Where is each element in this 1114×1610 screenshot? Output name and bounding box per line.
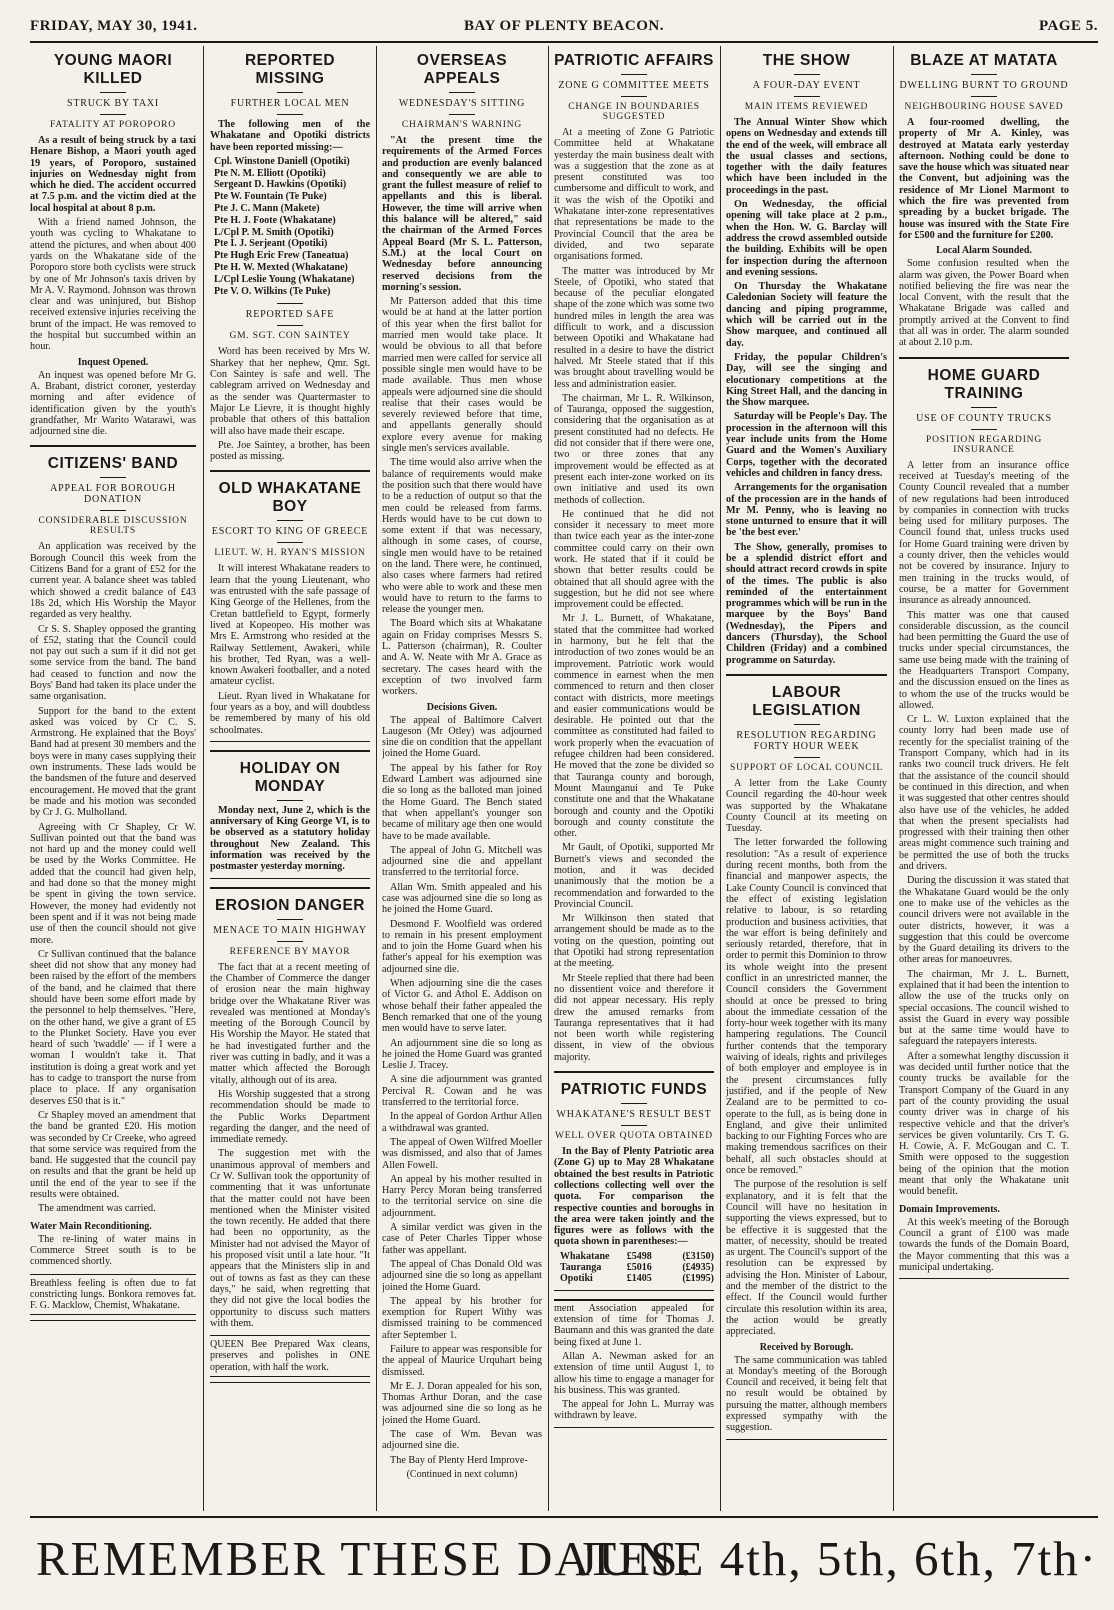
subheading: FURTHER LOCAL MEN: [230, 98, 350, 109]
list-item: Pte H. W. Mexted (Whakatane): [214, 262, 348, 274]
headline: PATRIOTIC AFFAIRS: [554, 52, 714, 69]
list-item: L/Cpl Leslie Young (Whakatane): [214, 273, 355, 285]
subheading: CONSIDERABLE DISCUSSION RESULTS: [38, 516, 188, 537]
advertisement: QUEEN Bee Prepared Wax cleans, preserves and polishes in ONE operation, with half the work.: [210, 1335, 370, 1377]
subheading: RESOLUTION REGARDING FORTY HOUR WEEK: [736, 729, 877, 752]
list-item: L/Cpl P. M. Smith (Opotiki): [214, 226, 334, 238]
paragraph: When adjourning sine die the cases of Victor G. and Athol E. Addison on whose behalf their father appealed the Bench remarked that one of the young men would have to serve later.: [382, 978, 542, 1035]
article-blaze-at-matata: [899, 52, 1069, 349]
lead-paragraph: "At the present time the requirements of the Armed Forces and production are evenly balanced and consequently we are able to grant the fullest measure of relief to appellants and this is liberal. However, the time will arrive when this balance will be altered," said the chairman of the Armed Forces Appeal Board (Mr S. L. Patterson, S.M.) at the local Court on Wednesday before announcing reserved decisions from the morning's session.: [382, 135, 542, 293]
divider: [100, 114, 126, 115]
paragraph: On Thursday the Whakatane Caledonian Society will feature the dancing and piping programme, which will be carried out in the Show marquee, and continued all day.: [726, 281, 887, 349]
paragraph: The appeal of Owen Wilfred Moeller was dismissed, and also that of James Allen Fowell.: [382, 1136, 542, 1171]
subheading: GM. SGT. CON SAINTEY: [229, 331, 351, 342]
lead-paragraph: In the Bay of Plenty Patriotic area (Zone G) up to May 28 Whakatane obtained the best results in Patriotic collections collecting well over the quota. For comparison the respective counties and boroughs in the area were taken jointly and the figures were as follows with the quota shown in parentheses:—: [554, 1146, 714, 1248]
article-home-guard-training: [899, 357, 1069, 1279]
side-heading: Local Alarm Sounded.: [936, 245, 1032, 257]
subheading: ESCORT TO KING OF GREECE: [211, 526, 369, 538]
side-heading: Water Main Reconditioning.: [30, 1220, 152, 1232]
headline: CITIZENS' BAND: [47, 455, 179, 473]
subheading: SUPPORT OF LOCAL COUNCIL: [730, 762, 883, 773]
paragraph: On Wednesday, the official opening will take place at 2 p.m., when the Hon. W. G. Barclay will address the crowd assembled outside the building. Exhibits will be open for inspection during the afternoon and evening sessions.: [726, 199, 887, 278]
banner-rule: [30, 1516, 1098, 1518]
subheading: A FOUR-DAY EVENT: [752, 80, 861, 91]
paragraph: An adjournment sine die so long as he joined the Home Guard was granted Leslie J. Tracey.: [382, 1037, 542, 1072]
subheading: POSITION REGARDING INSURANCE: [926, 434, 1042, 455]
list-item: Pte W. Fountain (Te Puke): [214, 191, 327, 203]
divider: [277, 325, 303, 326]
headline: PATRIOTIC FUNDS: [560, 1081, 708, 1099]
continued-note: (Continued in next column): [406, 1468, 518, 1480]
subheading: LIEUT. W. H. RYAN'S MISSION: [214, 548, 366, 559]
lead-paragraph: A four-roomed dwelling, the property of Mr A. Kinley, was destroyed at Matata early yesterday afternoon. Nothing could be done to save the house which was situated near the Convent, but adjoining was the residence of Mr Lionel Marmont to which the fire was prevented from spreading by a bucket brigade. The house was insured with the State Fire for £500 and the furniture for £200.: [899, 117, 1069, 241]
paragraph: An appeal by his mother resulted in Harry Percy Moran being transferred to the territorial service on sine die adjournment.: [382, 1173, 542, 1219]
paragraph: Mr Steele replied that there had been no dissentient voice and therefore it did not appear necessary. His reply drew the amused remarks from Tauranga representatives that it had not been worth while registering dissent, in view of the obvious majority.: [554, 972, 714, 1063]
banner-left: REMEMBER THESE DATES.: [36, 1531, 694, 1586]
paragraph: Agreeing with Cr Shapley, Cr W. Sullivan pointed out that the band was not hard up and the money could well be used by the Works Committee. He added that the council had given help, and had done so that the money might be spent in giving the town service. However, the money had evidently not been spent and if it was not being made use of then the council should not give more.: [30, 821, 196, 946]
subheading: REFERENCE BY MAYOR: [229, 946, 351, 957]
paragraph: The Board which sits at Whakatane again on Friday comprises Messrs S. L. Patterson (chairman), R. Coulter and A. W. Neate with Mr A. Grace as secretary. The cases heard with the exception of two involved farm workers.: [382, 618, 542, 698]
column-1: [30, 46, 196, 1511]
list-item: Pte I. J. Serjeant (Opotiki): [214, 238, 328, 250]
paragraph: Cr Shapley moved an amendment that the band be granted £20. His motion was seconded by Cr Creeke, who agreed that some service was required from the band. He suggested that the council pay on results and that the grant be held up until the end of the year to see if the results were obtained.: [30, 1109, 196, 1201]
headline: LABOUR LEGISLATION: [752, 683, 861, 719]
subheading: APPEAL FOR BOROUGH DONATION: [50, 483, 176, 506]
banner-right: JUNE 4th, 5th, 6th, 7th·: [577, 1531, 1098, 1586]
page-number: PAGE 5.: [1038, 18, 1098, 34]
paragraph: In the appeal of Gordon Arthur Allen a withdrawal was granted.: [382, 1111, 542, 1134]
article-old-whakatane-boy: [210, 470, 370, 741]
paragraph: Arrangements for the organisation of the procession are in the hands of Mr M. Penny, who is leaving no stone unturned to ensure that it will be 'the best ever.': [726, 482, 887, 539]
paragraph: The letter forwarded the following resolution: "As a result of experience during recent months, both from the financial and manpower aspects, the Lake County Council is convinced that the effect of existing legislation relative to labour, is so retarding production and business activities, that the war effort is being definitely and seriously retarded, therefore, that in order to permit this Dominion to throw its whole weight into the present conflict in an unrestricted manner, the Council considers the Government should at once be pressed to bring about the immediate cessation of the forty-hour week together with its many hampering regulations. The Council further contends that the temporary waiving of ideals, rights and privileges of both employer and employee is in the present circumstances fully justified, and if the people of New Zealand are to be permitted to co-operate to the full, as is being done in England, and give their unlimited backing to our Fighting Forces who are making tremendous sacrifices on their behalf, all such obstacles should at once be removed.": [726, 837, 887, 1177]
column-2: [210, 46, 370, 1511]
column-4: [554, 46, 714, 1511]
list-item: Pte N. M. Elliott (Opotiki): [214, 167, 326, 179]
paragraph: Word has been received by Mrs W. Sharkey that her nephew, Qmr. Sgt. Con Saintey is safe and well. The cablegram arrived on Wednesday and as the sender was Quartermaster to Major Le Lievre, it is thought highly probable that others of this battalion will also have made their escape.: [210, 346, 370, 437]
subheading: MAIN ITEMS REVIEWED: [744, 102, 869, 112]
article-labour-legislation: [726, 674, 887, 1440]
table-row: [560, 1273, 714, 1284]
paragraph: The chairman, Mr L. R. Wilkinson, of Tauranga, opposed the suggestion, considering that the organisation as at present constituted had no defects. He did not consider that if there were one, two or three zones that any improvement would be effected as at present each inter-zone worked on its own initiative and used its own methods of collection.: [554, 392, 714, 506]
paragraph: The appeal of John G. Mitchell was adjourned sine die and appellant transferred to the territorial force.: [382, 844, 542, 879]
paragraph: The re-lining of water mains in Commerce Street south is to be commenced shortly.: [30, 1233, 196, 1268]
paragraph: A letter from the Lake County Council regarding the 40-hour week was supported by the Whakatane County Council at its meeting on Tuesday.: [726, 777, 887, 835]
divider: [100, 510, 126, 511]
divider: [277, 114, 303, 115]
paragraph: A sine die adjournment was granted Percival R. Cowan and he was transferred to the territorial force.: [382, 1074, 542, 1109]
paragraph: An application was received by the Borough Council this week from the Citizens Band for a grant of £52 for the current year. A balance sheet was tabled which showed a credit balance of £43 18s 2d, which His Worship the Mayor regarded as very healthy.: [30, 541, 196, 621]
masthead: [30, 18, 1098, 40]
paragraph: Mr E. J. Doran appealed for his son, Thomas Arthur Doran, and the case was adjourned sine die so long as he joined the Home Guard.: [382, 1380, 542, 1426]
lead-paragraph: The following men of the Whakatane and Opotiki districts have been reported missing:—: [210, 119, 370, 153]
paragraph: Cr S. S. Shapley opposed the granting of £52, stating that the Council could not pay out such a sum if it did not get some service from the band. The band had ceased to function and now the Boys' Band had taken its place under the same organisation.: [30, 623, 196, 703]
side-heading: Inquest Opened.: [77, 356, 149, 368]
article-citizens-band: [30, 445, 196, 1321]
subheading: FATALITY AT POROPORO: [50, 120, 176, 130]
subheading: WELL OVER QUOTA OBTAINED: [555, 1131, 713, 1142]
subheading: WEDNESDAY'S SITTING: [398, 98, 526, 109]
paragraph: His Worship suggested that a strong recommendation should be made to the Public Works Department regarding the danger, and the need of immediate remedy.: [210, 1088, 370, 1146]
divider: [277, 919, 303, 920]
divider: [277, 92, 303, 93]
divider: [277, 800, 303, 801]
list-item: Pte J. C. Mann (Makete): [214, 203, 320, 215]
area-name: Whakatane: [560, 1250, 610, 1262]
divider: [971, 429, 997, 430]
paragraph: The appeal of Baltimore Calvert Laugeson (Mr Otley) was adjourned sine die on condition that the appellant joined the Home Guard.: [382, 714, 542, 760]
list-item: Pte V. O. Wilkins (Te Puke): [214, 285, 331, 297]
column-rule: [376, 46, 377, 1511]
masthead-rule: [30, 41, 1098, 43]
area-name: Tauranga: [560, 1261, 602, 1273]
paragraph: A similar verdict was given in the case of Peter Charles Tipper whose father was appellant.: [382, 1222, 542, 1256]
article-erosion-danger: [210, 887, 370, 1383]
paragraph: The appeal by his brother for exemption for Rupert Withy was dismissed training to be commenced after September 1.: [382, 1295, 542, 1341]
paragraph: The purpose of the resolution is self explanatory, and it is felt that the Council will have no hesitation in supporting the views expressed, but to be effective it is suggested that the matter, of necessity, should be treated as urgent. The Council's support of the resolution can be expressed by advising the Hon. Minister of Labour, and the member of the district to the effect. If the Council would further circulate this resolution within its area, the action would be greatly appreciated.: [726, 1179, 887, 1338]
subheading: REPORTED SAFE: [245, 309, 335, 321]
paragraph: During the discussion it was stated that the Whakatane Guard would be the only one to make use of the vehicles as the council drivers were not available in the outer districts, however, it was a suggestion that this could be overcome by the Guard detailing its drivers to the other areas for manoeuvres.: [899, 875, 1069, 966]
paragraph: Some confusion resulted when the alarm was given, the Power Board when notified believing the fire was near the local Convent, with the result that the Whakatane Brigade was called and promptly arrived at the Convent to find that all was in order. The alarm sounded at about 2.10 p.m.: [899, 258, 1069, 349]
amount: £5498: [626, 1250, 652, 1262]
paragraph: Cr L. W. Luxton explained that the county lorry had been made use of recently for the specialist training of the Transport Company, which had in its ranks two council truck drivers. He felt that the assistance of the council should be continued in this direction, and when it was suggested that other centres should also have use of the vehicles, he added that when the present specialists had progressed with their training then other areas might commence such training and be permitted the use of both the trucks and drivers.: [899, 714, 1069, 873]
paragraph: The matter was introduced by Mr Steele, of Opotiki, who stated that because of the peculiar elongated shape of the zone which was some two hundred miles in length the area was difficult to work, and a discussion between Opotiki and Whakatane had resulted in a desire to have the district halved. Mr Steele stated that if this was brought about travelling would be less and administration easier.: [554, 265, 714, 390]
divider: [971, 96, 997, 97]
paragraph: Failure to appear was responsible for the appeal of Maurice Urquhart being dismissed.: [382, 1343, 542, 1378]
divider: [794, 74, 820, 75]
article-patriotic-funds: [554, 1071, 714, 1291]
quota-table: [560, 1251, 714, 1284]
subheading: ZONE G COMMITTEE MEETS: [558, 80, 710, 91]
paragraph: The chairman, Mr J. L. Burnett, explained that it had been the intention to allow the use of the trucks only on special occasions. The council wished to assist the Guard in every way possible but at the same time would have to safeguard the ratepayers interests.: [899, 968, 1069, 1048]
column-rule: [720, 46, 721, 1511]
column-rule: [548, 46, 549, 1511]
issue-date: FRIDAY, MAY 30, 1941.: [30, 18, 198, 34]
list-item: Pte H. J. Foote (Whakatane): [214, 214, 336, 226]
table-row: [560, 1262, 714, 1273]
divider: [621, 96, 647, 97]
quota: (£4935): [682, 1261, 714, 1273]
divider: [449, 114, 475, 115]
paragraph: After a somewhat lengthy discussion it was decided until further notice that the county trucks be available for the Transport Company of the Guard in any part of the county providing the usual county driver was in charge of his respective vehicle and that the driver's services be given voluntarily. Crs T. G. H. Cowie, A. F. McGougan and C. T. Smith were opposed to the suggestion being of the opinion that the motion meant that only the Whakatane unit would benefit.: [899, 1050, 1069, 1198]
paragraph: He continued that he did not consider it necessary to meet more than twice each year as the inter-zone committee could carry on their own work. He stated that if it could be shown that better results could be obtained that all should agree with the suggestion, but he did not see where improvement could be effected.: [554, 508, 714, 611]
list-item: Cpl. Winstone Daniell (Opotiki): [214, 155, 350, 167]
area-name: Opotiki: [560, 1272, 593, 1284]
paragraph: Allan A. Newman asked for an extension of time until August 1, to allow his time to engage a manager for his business. This was granted.: [554, 1350, 714, 1396]
headline: BLAZE AT MATATA: [910, 52, 1058, 69]
column-6: [899, 46, 1069, 1511]
divider: [621, 1103, 647, 1104]
paragraph: The amendment was carried.: [38, 1203, 156, 1215]
paragraph: The suggestion met with the unanimous approval of members and Cr W. Sullivan took the opportunity of commenting that it was unfortunate that the matter could not have been mentioned when the Minister visited the town recently. He added that there had been no opportunity, as the Minister had not advised the Mayor of his proposed visit until a late hour. "It appears that the Ministers slip in and out of towns as fast as they can these days," he said, when regretting that they did not give the local bodies the opportunity to discuss such matters with them.: [210, 1148, 370, 1329]
divider: [794, 724, 820, 725]
paragraph: At a meeting of Zone G Patriotic Committee held at Whakatane yesterday the main business dealt with was a suggestion that the zone as at present constituted was too cumbersome and difficult to work, and it was the wish of the Opotiki and Whakatane inter-zone representatives that representations be made to the Provincial Council that the area be divided, and two separate organisations formed.: [554, 127, 714, 263]
article-patriotic-affairs: [554, 52, 714, 1063]
paragraph: The Bay of Plenty Herd Improve-: [390, 1454, 528, 1466]
paragraph: Support for the band to the extent asked was voiced by Cr C. S. Armstrong. He explained that the Boys' Band had at present 30 members and the boys were in many cases supplying their own instruments. These lads would be the bandsmen of the future and deserved encouragement. He moved that the grant be made and his motion was seconded by Cr J. G. Mulholland.: [30, 705, 196, 819]
paragraph: This matter was one that caused considerable discussion, as the council had been permitting the Guard the use of trucks under special circumstances, the same use being made with the training of the Headquarters Transport Company, and the discussion ensued on the lines as to whom the use of the trucks would be allowed.: [899, 609, 1069, 711]
advertisement: Breathless feeling is often due to fat constricting lungs. Bonkora removes fat. F. G. Macklow, Chemist, Whakatane.: [30, 1274, 196, 1316]
table-row: [560, 1251, 714, 1262]
divider: [277, 303, 303, 304]
paragraph: The appeal of Chas Donald Old was adjourned sine die so long as appellant joined the Home Guard.: [382, 1258, 542, 1293]
headline: HOLIDAY ON MONDAY: [239, 759, 341, 795]
paragraph: The case of Wm. Bevan was adjourned sine die.: [382, 1429, 542, 1452]
divider: [449, 92, 475, 93]
quota: (£1995): [682, 1272, 714, 1284]
divider: [971, 74, 997, 75]
paragraph: Lieut. Ryan lived in Whakatane for four years as a boy, and will doubtless be remembered by many of his old schoolmates.: [210, 690, 370, 736]
divider: [277, 941, 303, 942]
column-5: [726, 46, 887, 1511]
subheading: CHAIRMAN'S WARNING: [401, 120, 523, 130]
headline: YOUNG MAORI KILLED: [53, 52, 173, 87]
divider: [794, 757, 820, 758]
paragraph: Pte. Joe Saintey, a brother, has been posted as missing.: [210, 439, 370, 463]
newspaper-name: BAY OF PLENTY BEACON.: [464, 18, 664, 34]
paragraph: At this week's meeting of the Borough Council a grant of £100 was made towards the funds of the Domain Board, the Mayor commenting that this was a municipal undertaking.: [899, 1216, 1069, 1273]
headline: OVERSEAS APPEALS: [416, 52, 508, 87]
subheading: WHAKATANE'S RESULT BEST: [556, 1109, 712, 1121]
quota: (£3150): [682, 1250, 714, 1262]
headline: OLD WHAKATANE BOY: [218, 480, 362, 516]
article-the-show: [726, 52, 887, 666]
amount: £5016: [626, 1261, 652, 1273]
list-item: Sergeant D. Hawkins (Opotiki): [214, 179, 347, 191]
paragraph: The Show, generally, promises to be a splendid district effort and should attract record crowds in spite of the times. The public is also reminded of the entertainment programmes which will be run in the marquee by the Boys' Band (Wednesday), the Pipers and dancers (Thursday), the School Children (Friday) and a combined programme on Saturday.: [726, 541, 887, 666]
column-3: [382, 46, 542, 1511]
paragraph: The appeal by his father for Roy Edward Lambert was adjourned sine die so long as the balloted man joined the Home Guard. The Bench stated that when appellant's younger son became of military age then one would have to be made available.: [382, 762, 542, 842]
divider: [621, 1125, 647, 1126]
column-rule: [203, 46, 204, 1511]
headline: REPORTED MISSING: [244, 52, 336, 87]
divider: [100, 92, 126, 93]
headline: HOME GUARD TRAINING: [927, 366, 1041, 402]
divider: [794, 96, 820, 97]
paragraph: The time would also arrive when the balance of requirements would make the position such that there would have to be a reduction of output so that the men could be released from farms. Herds would have to be cut down to some extent if that was necessary, although in some cases, of course, single men would have to be retained on the land. There were, he continued, also cases where farmers had retired who were able to work and these men would have to return to the farms to release the younger men.: [382, 457, 542, 616]
subheading: CHANGE IN BOUNDARIES SUGGESTED: [568, 102, 700, 122]
paragraph: Monday next, June 2, which is the anniversary of King George VI, is to be observed as a statutory holiday throughout New Zealand. This information was received by the postmaster yesterday morning.: [210, 804, 370, 873]
paragraph: The same communication was tabled at Monday's meeting of the Borough Council and received, it being felt that no result would be obtained by pursuing the matter, although members expressed sympathy with the suggestion.: [726, 1354, 887, 1434]
paragraph: Friday, the popular Children's Day, will see the singing and elocutionary competitions at the King Street Hall, and the dancing in the Show marquee.: [726, 351, 887, 409]
article-holiday-on-monday: [210, 750, 370, 879]
article-overseas-appeals: [382, 52, 542, 1480]
paragraph: Mr Gault, of Opotiki, supported Mr Burnett's views and seconded the motion, and it was decided unanimously that the motion be a recommendation and forwarded to the Provincial Council.: [554, 842, 714, 910]
divider: [971, 407, 997, 408]
paragraph: It will interest Whakatane readers to learn that the young Lieutenant, who was entrusted with the safe passage of King George of the Hellenes, from the Cretan battlefield to Egypt, formerly lived at Kopeopeo. His mother was Mrs E. Armstrong who resided at the Railway Settlement, Awakeri, while his brother, Ted Ryan, was a well-known Awakeri footballer, and a noted amateur cyclist.: [210, 563, 370, 688]
paragraph: Allan Wm. Smith appealed and his case was adjourned sine die so long as he joined the Home Guard.: [382, 881, 542, 916]
paragraph: An inquest was opened before Mr G. A. Brabant, district coroner, yesterday morning and after evidence of identification given by the youth's grandfather, Mr Warito Watarawi, was adjourned sine die.: [30, 369, 196, 438]
divider: [100, 477, 126, 478]
subheading: NEIGHBOURING HOUSE SAVED: [904, 102, 1064, 112]
subheading: MENACE TO MAIN HIGHWAY: [213, 924, 367, 936]
list-item: Pte Hugh Eric Frew (Taneatua): [214, 250, 349, 262]
paragraph: The Annual Winter Show which opens on Wednesday and extends till the end of the week, will embrace all the usual classes and sections, together with the daily features which have been included in the proceedings in the past.: [726, 117, 887, 196]
paragraph: Desmond F. Woolfield was ordered to remain in his present employment and to join the Home Guard when his father's appeal for his exemption was adjourned sine die.: [382, 918, 542, 975]
remember-dates-banner: [30, 1524, 1098, 1594]
article-appeals-continued: [554, 1299, 714, 1428]
side-heading: Decisions Given.: [426, 701, 498, 713]
paragraph: Cr Sullivan continued that the balance sheet did not show that any money had been raised by the effort of the members of the band, and he claimed that there should have been some effort made by the personnel to help themselves. "Here, on the other hand, we give a grant of £5 to the Plunket Society. Have you ever heard of such 'twaddle' — if I were a woman I wouldn't take it. That institution is doing a great work and yet has to cadge to transport the nurse from place to place. If any organisation deserves £50 that is it.": [30, 948, 196, 1107]
paragraph: A letter from an insurance office received at Tuesday's meeting of the County Council revealed that a number of new regulations had been introduced by companies in connection with trucks being used for military purposes. The Council found that, unless trucks used for Home Guard training were driven by a county driver, then the vehicles would not be covered by insurance. Injury to men training in the trucks would, of course, be a matter for Government insurance as already announced.: [899, 459, 1069, 607]
subheading: STRUCK BY TAXI: [66, 98, 160, 109]
paragraph: Mr Patterson added that this time would be at hand at the latter portion of this year when the first ballot for married men would take place. It would be obvious to all that before married men were called for service all possible single men would have to be made available. Thus men whose appeals were adjourned sine die should realise that their cases would be severely reviewed before that time, and appellants generally should explore every avenue for making single men's services available.: [382, 296, 542, 455]
paragraph: Mr Wilkinson then stated that arrangement should be made as to the voting on the question, pointing out that Opotiki had strong representation at the meeting.: [554, 913, 714, 970]
subheading: DWELLING BURNT TO GROUND: [899, 80, 1069, 91]
lead-paragraph: As a result of being struck by a taxi Henare Bishop, a Maori youth aged 19 years, of Poroporo, sustained injuries on Wednesday night from which he died. The accident occurred at 7.5 p.m. and the victim died at the local hospital at about 8 p.m.: [30, 135, 196, 214]
amount: £1405: [626, 1272, 652, 1284]
subheading: USE OF COUNTY TRUCKS: [916, 412, 1052, 424]
paragraph: ment Association appealed for extension of time for Thomas J. Baumann and this was granted the date being fixed at June 1.: [554, 1302, 714, 1348]
headline: EROSION DANGER: [215, 896, 365, 914]
side-heading: Received by Borough.: [759, 1341, 854, 1353]
headline: THE SHOW: [762, 52, 851, 69]
paragraph: Mr J. L. Burnett, of Whakatane, stated that the committee had worked in harmony, but he felt that the introduction of two zones would be an improvement. Patriotic work would commence in earnest when the men commenced to return and then closer contact with districts, more meetings and easier communications would be desirable. He pointed out that the committee as constituted had failed to work properly when the evacuation of refugee children had been considered. He moved that the zone be divided so that Tauranga county and borough, Mount Maunganui and Te Puke constitute one and that the Whakatane borough and county and the Opotiki borough and county constitute the other.: [554, 613, 714, 840]
paragraph: The fact that at a recent meeting of the Chamber of Commerce the danger of erosion near the main highway bridge over the Whakatane River was revealed was mentioned at Monday's meeting of the Borough Council by His Worship the Mayor. He stated that he had investigated further and the river was cutting in badly, and it was a matter which affected the Borough vitally, although out of its area.: [210, 961, 370, 1086]
paragraph: The appeal for John L. Murray was withdrawn by leave.: [554, 1399, 714, 1422]
missing-men-list: [214, 156, 370, 298]
article-reported-missing: [210, 52, 370, 462]
divider: [277, 542, 303, 543]
paragraph: Saturday will be People's Day. The procession in the afternoon will this year include units from the Home Guard and the Women's Auxiliary Corps, together with the decorated vehicles and children in fancy dress.: [726, 411, 887, 479]
divider: [277, 520, 303, 521]
paragraph: With a friend named Johnson, the youth was cycling to Whakatane to attend the pictures, and when about 400 yards on the Whakatane side of the Poroporo store both cyclists were struck by one of Mr Johnson's taxis driven by Mr A. V. Raymond. Johnson was thrown clear and was uninjured, but Bishop received extensive injuries receiving the brunt of the impact. He was removed to the hospital but succumbed within an hour.: [30, 217, 196, 353]
side-heading: Domain Improvements.: [899, 1203, 1000, 1215]
article-young-maori-killed: [30, 52, 196, 437]
divider: [621, 74, 647, 75]
column-rule: [893, 46, 894, 1511]
